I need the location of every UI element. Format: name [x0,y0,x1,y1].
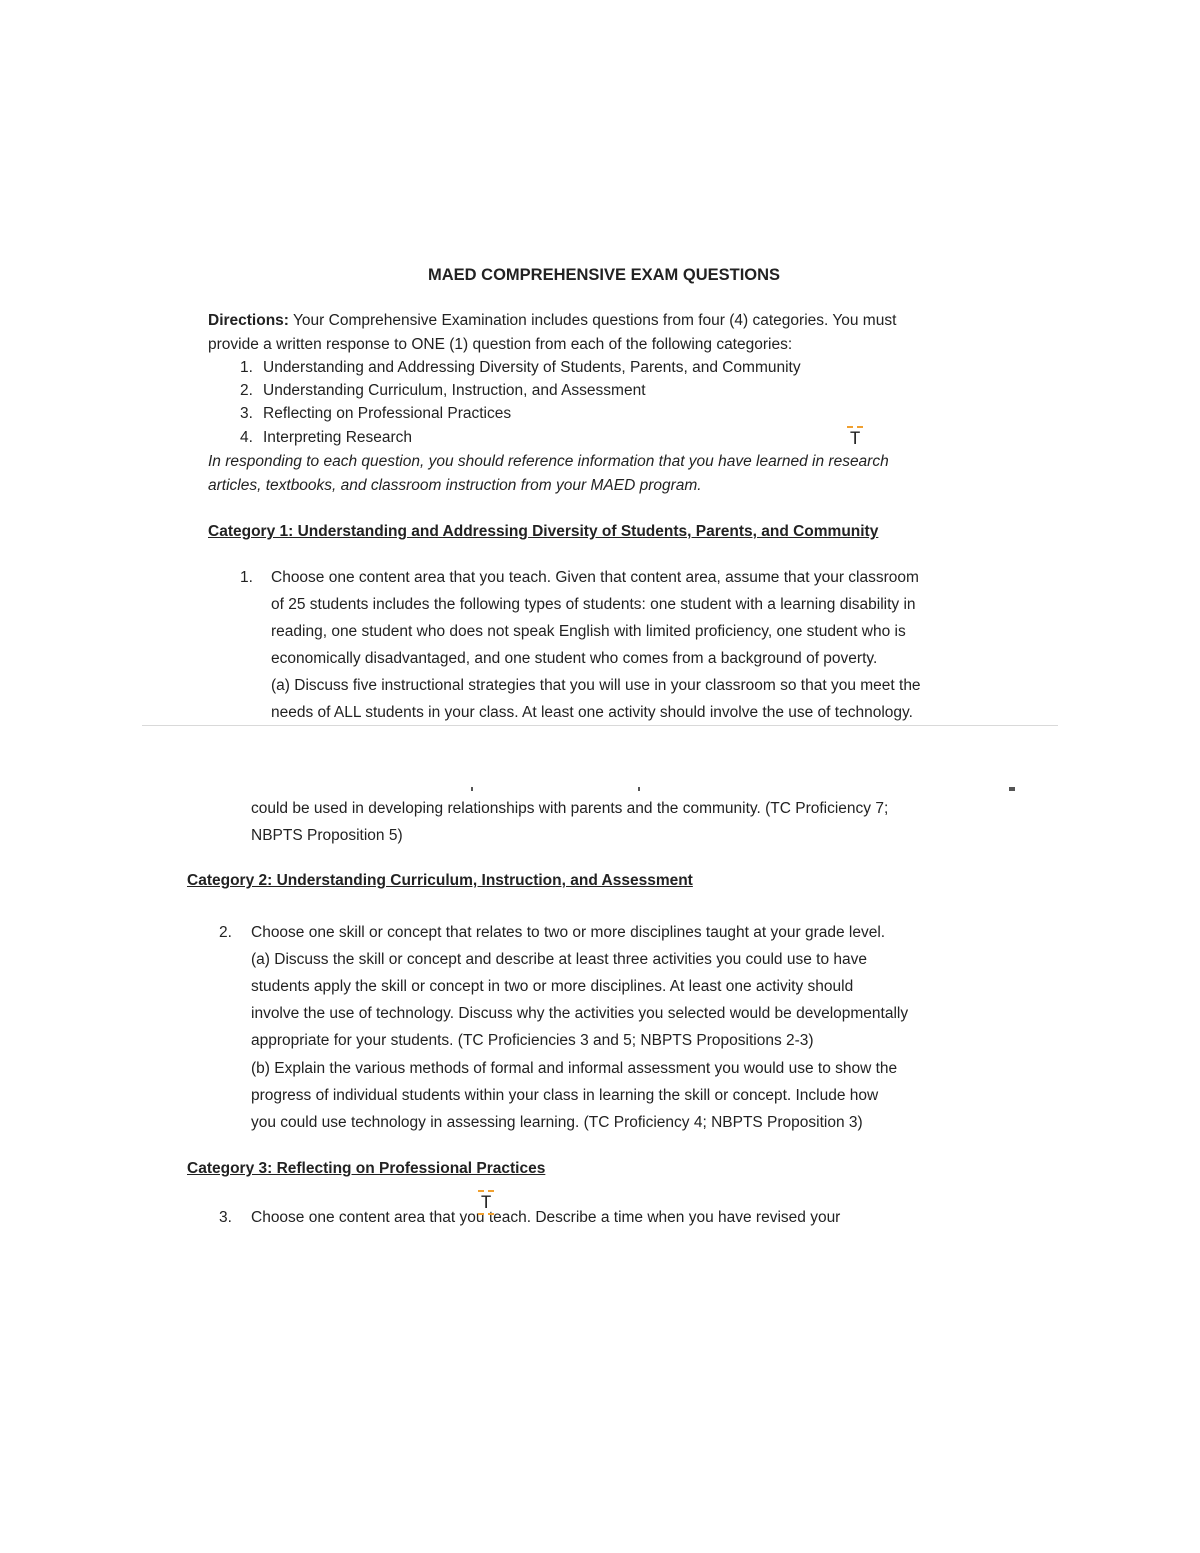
list-text: Understanding and Addressing Diversity of Students, Parents, and Community [263,359,801,376]
question-1-line: of 25 students includes the following types of students: one student with a learning disability in [271,596,916,613]
category-list-item-2 [240,382,646,400]
directions-note-line-2: articles, textbooks, and classroom instruction from your MAED program. [208,477,702,494]
category-list-item-1 [240,359,801,377]
question-2-line: appropriate for your students. (TC Proficiencies 3 and 5; NBPTS Propositions 2-3) [251,1032,814,1049]
question-1-line: (a) Discuss five instructional strategies that you will use in your classroom so that you meet the [271,677,921,694]
cursor-glyph: T [850,429,861,449]
question-2-line: Choose one skill or concept that relates to two or more disciplines taught at your grade level. [251,924,886,941]
clipped-text-mark [471,787,473,791]
list-text: Interpreting Research [263,429,413,446]
question-2-line: (b) Explain the various methods of formal and informal assessment you would use to show the [251,1060,898,1077]
question-2-number: 2. [219,924,232,941]
list-text: Reflecting on Professional Practices [263,405,512,422]
question-1-line: needs of ALL students in your class. At least one activity should involve the use of technology. [271,704,913,721]
category-1-heading: Category 1: Understanding and Addressing Diversity of Students, Parents, and Community [208,523,879,540]
question-1-continuation-line: could be used in developing relationships with parents and the community. (TC Proficiency 7; [251,800,889,817]
question-1-line: reading, one student who does not speak English with limited proficiency, one student who is [271,623,906,640]
text-cursor-icon [477,1190,495,1216]
page-break-divider [142,725,1058,726]
clipped-text-mark [1009,787,1015,791]
text-cursor-icon [846,426,864,452]
list-number: 2. [240,382,253,399]
question-1-line: Choose one content area that you teach. Given that content area, assume that your classroom [271,569,919,586]
directions-line-2: provide a written response to ONE (1) question from each of the following categories: [208,336,793,353]
question-1-number: 1. [240,569,253,586]
question-2-line: students apply the skill or concept in two or more disciplines. At least one activity should [251,978,854,995]
directions-note-line-1: In responding to each question, you should reference information that you have learned in research [208,453,889,470]
category-list-item-4 [240,429,412,447]
list-number: 4. [240,429,253,446]
directions-line-1 [208,312,896,330]
question-1-continuation-line: NBPTS Proposition 5) [251,827,403,844]
category-2-heading: Category 2: Understanding Curriculum, Instruction, and Assessment [187,872,693,889]
page-title: MAED COMPREHENSIVE EXAM QUESTIONS [428,266,781,284]
question-1-line: economically disadvantaged, and one student who comes from a background of poverty. [271,650,878,667]
list-number: 3. [240,405,253,422]
question-3-number: 3. [219,1209,232,1226]
cursor-indicator [847,426,863,428]
question-2-line: progress of individual students within your class in learning the skill or concept. Include how [251,1087,879,1104]
clipped-text-mark [638,787,640,791]
list-number: 1. [240,359,253,376]
question-2-line: involve the use of technology. Discuss why the activities you selected would be developmentally [251,1005,909,1022]
directions-label: Directions: [208,312,289,329]
category-3-heading: Category 3: Reflecting on Professional Practices [187,1160,546,1177]
question-3-line: Choose one content area that you teach. Describe a time when you have revised your [251,1209,841,1226]
question-2-line: (a) Discuss the skill or concept and describe at least three activities you could use to have [251,951,868,968]
question-2-line: you could use technology in assessing learning. (TC Proficiency 4; NBPTS Proposition 3) [251,1114,863,1131]
cursor-glyph: T [481,1193,492,1213]
cursor-indicator [478,1190,494,1192]
cursor-indicator [478,1213,494,1215]
list-text: Understanding Curriculum, Instruction, and Assessment [263,382,646,399]
directions-text-1: Your Comprehensive Examination includes questions from four (4) categories. You must [293,312,897,329]
category-list-item-3 [240,405,511,423]
